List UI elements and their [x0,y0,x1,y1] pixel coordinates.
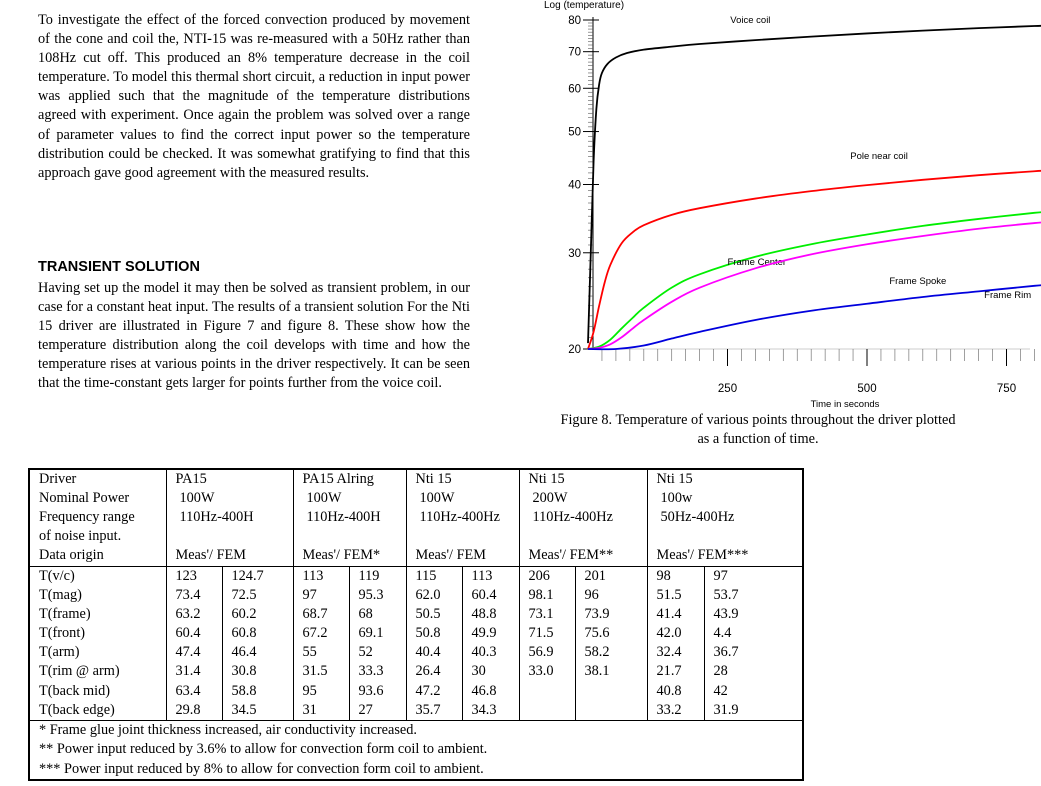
table-cell: 119 [349,566,406,586]
table-cell [575,701,647,721]
row-label: T(front) [39,625,86,642]
header-driver-1 [166,469,293,566]
table-cell: 52 [349,643,406,662]
table-cell: 113 [293,566,349,586]
header-data-origin: Meas'/ FEM** [528,547,614,564]
chart-axes [568,15,1034,395]
table-cell: 124.7 [222,566,293,586]
header-driver-2 [293,469,406,566]
table-cell: 73.9 [575,605,647,624]
transient-solution-heading: TRANSIENT SOLUTION [38,259,200,275]
header-power: 100W [306,490,342,507]
table-row [29,643,803,662]
table-cell: 32.4 [647,643,704,662]
table-cell: 47.2 [406,682,462,701]
table-cell: 97 [293,586,349,605]
table-cell: 46.8 [462,682,519,701]
table-cell: 95.3 [349,586,406,605]
x-tick-label: 750 [996,383,1017,395]
table-cell: 31.4 [166,662,222,681]
chart-y-axis-label: Log (temperature) [544,0,625,11]
transient-solution-paragraph: Having set up the model it may then be solved as transient problem, in our case for a constant heat input. The results of a transient solution For the Nti 15 driver are illustrated in Figure 7 and figure 8. These show how the temperature distribution along the coil develops with time and how the temperature rises at various points in the driver respectively. It can be seen that the time-constant gets larger for points further from the voice coil. [38,280,470,392]
header-driver: PA15 [175,471,207,487]
series-line-frame-center [588,212,1041,349]
table-cell: 75.6 [575,624,647,643]
table-cell: 50.8 [406,624,462,643]
table-row [29,586,803,605]
table-cell: 40.8 [647,682,704,701]
header-power: 100W [179,490,215,507]
table-header [29,469,803,566]
row-label: T(v/c) [29,566,166,586]
table-cell: 58.2 [575,643,647,662]
series-label-pole-near-coil: Pole near coil [850,151,908,163]
row-label: T(back mid) [39,682,111,699]
table-notes-row [29,720,803,780]
header-freq: 110Hz-400Hz [419,509,500,526]
table-footnote: ** Power input reduced by 3.6% to allow for convection form coil to ambient. [39,741,488,758]
table-cell: 34.5 [222,701,293,721]
table-footnote: *** Power input reduced by 8% to allow for convection form coil to ambient. [39,760,484,777]
table-header-row [29,469,803,566]
series-line-pole-near-coil [588,171,1041,349]
chart-x-axis-label: Time in seconds [810,399,880,410]
table-cell: 96 [575,586,647,605]
header-driver: Nti 15 [656,471,693,487]
table-cell: 40.3 [462,643,519,662]
row-label: T(arm) [39,644,80,661]
series-line-frame-spoke [588,222,1041,349]
chart-series [588,15,1041,349]
table-body [29,566,803,720]
table-cell: 4.4 [704,624,803,643]
figure-caption [533,411,983,449]
table-cell: 33.0 [519,662,575,681]
header-spacer [303,527,406,546]
table-cell: 27 [349,701,406,721]
table-row [29,701,803,721]
header-row-labels [29,469,166,566]
y-tick-label: 50 [568,126,581,139]
header-driver-4 [519,469,647,566]
table-cell: 26.4 [406,662,462,681]
figure-caption-line-2: as a function of time. [697,431,819,447]
table-cell: 62.0 [406,586,462,605]
table-row [29,624,803,643]
header-power: 100w [660,490,693,507]
series-label-frame-spoke: Frame Spoke [889,276,947,288]
y-tick-label: 30 [568,247,581,260]
table-cell: 34.3 [462,701,519,721]
header-data-origin: Meas'/ FEM [415,547,486,564]
table-cell: 33.2 [647,701,704,721]
table-cell [575,682,647,701]
header-data-origin: Meas'/ FEM*** [656,547,749,564]
header-spacer [416,527,519,546]
header-spacer [176,527,293,546]
table-cell: 98 [647,566,704,586]
header-row-label: Nominal Power [39,490,130,507]
table-cell: 47.4 [166,643,222,662]
header-driver: Nti 15 [528,471,565,487]
table-cell: 51.5 [647,586,704,605]
table-cell: 95 [293,682,349,701]
table-cell: 60.4 [166,624,222,643]
series-label-frame-center: Frame Center [727,256,787,268]
row-label: T(frame) [39,606,91,623]
table-cell: 201 [575,566,647,586]
header-power: 100W [419,490,455,507]
table-cell: 58.8 [222,682,293,701]
table-cell: 73.4 [166,586,222,605]
table-cell: 43.9 [704,605,803,624]
table-cell: 38.1 [575,662,647,681]
y-tick-label: 60 [568,83,581,96]
header-freq: 50Hz-400Hz [660,509,735,526]
table-cell: 123 [166,566,222,586]
table-row [29,605,803,624]
table-cell: 60.8 [222,624,293,643]
table-cell: 71.5 [519,624,575,643]
table-cell: 30 [462,662,519,681]
header-freq: 110Hz-400H [306,509,381,526]
table-cell: 73.1 [519,605,575,624]
table-cell: 36.7 [704,643,803,662]
y-tick-label: 40 [568,179,581,192]
table-cell: 63.2 [166,605,222,624]
header-row-label: Frequency range [39,509,135,526]
table-cell: 31 [293,701,349,721]
table-footnote: * Frame glue joint thickness increased, air conductivity increased. [39,721,417,738]
table-cell: 35.7 [406,701,462,721]
y-tick-label: 80 [568,15,581,27]
table-cell: 29.8 [166,701,222,721]
series-label-voice-coil: Voice coil [730,14,771,26]
header-power: 200W [532,490,568,507]
table-notes-cell [29,720,803,780]
header-driver: PA15 Alring [302,471,374,487]
y-tick-label: 20 [568,344,581,356]
table-cell: 41.4 [647,605,704,624]
table-cell [519,701,575,721]
table-cell: 93.6 [349,682,406,701]
table-cell: 60.2 [222,605,293,624]
header-driver-3 [406,469,519,566]
header-row-label: of noise input. [39,528,122,545]
table-cell: 46.4 [222,643,293,662]
row-label: T(back edge) [39,701,115,718]
table-cell: 48.8 [462,605,519,624]
series-label-frame-rim: Frame Rim [984,289,1032,301]
header-row-label: Data origin [39,547,104,564]
header-spacer [529,527,647,546]
row-label: T(rim @ arm) [39,663,120,680]
table-row [29,662,803,681]
header-driver: Nti 15 [415,471,452,487]
table-cell: 30.8 [222,662,293,681]
table-cell: 206 [519,566,575,586]
table-cell: 98.1 [519,586,575,605]
table-cell: 31.5 [293,662,349,681]
temperature-chart [530,0,1041,412]
table-cell: 97 [704,566,803,586]
table-row [29,682,803,701]
figure-caption-line-1: Figure 8. Temperature of various points throughout the driver plotted [560,412,956,428]
table-cell [519,682,575,701]
table-cell: 69.1 [349,624,406,643]
table-cell: 42 [704,682,803,701]
table-cell: 68 [349,605,406,624]
table-cell: 60.4 [462,586,519,605]
table-cell: 56.9 [519,643,575,662]
table-cell: 42.0 [647,624,704,643]
table-cell: 31.9 [704,701,803,721]
table-cell: 72.5 [222,586,293,605]
header-spacer [657,527,803,546]
table-notes [29,720,803,780]
table-cell: 113 [462,566,519,586]
table-cell: 21.7 [647,662,704,681]
header-data-origin: Meas'/ FEM [175,547,246,564]
table-cell: 28 [704,662,803,681]
header-data-origin: Meas'/ FEM* [302,547,381,564]
series-line-frame-rim [588,285,1041,349]
table-cell: 40.4 [406,643,462,662]
intro-paragraph: To investigate the effect of the forced convection produced by movement of the cone and coil the, NTI-15 was re-measured with a 50Hz rather than 108Hz cut off. This produced an 8% temperature decrease in the coil temperature. To model this thermal short circuit, a reduction in input power was applied such that the magnitude of the temperature distributions agreed with experiment. Once again the problem was solved over a range of parameter values to find the correct input power so the temperature distribution could be checked. It was somewhat gratifying to find that this approach gave good agreement with the measured results. [38,12,470,181]
table-cell: 115 [406,566,462,586]
table-cell: 50.5 [406,605,462,624]
header-freq: 110Hz-400Hz [532,509,613,526]
table-cell: 63.4 [166,682,222,701]
table-cell: 49.9 [462,624,519,643]
table-cell: 53.7 [704,586,803,605]
header-row-label: Driver [39,471,77,487]
table-cell: 67.2 [293,624,349,643]
x-tick-label: 250 [717,383,738,395]
table-cell: 33.3 [349,662,406,681]
series-line-voice-coil [588,26,1041,343]
header-freq: 110Hz-400H [179,509,254,526]
header-driver-5 [647,469,803,566]
table-row [29,566,803,586]
x-tick-label: 500 [857,383,877,395]
results-table [28,468,804,781]
y-tick-label: 70 [568,46,581,59]
row-label: T(mag) [39,586,82,603]
table-cell: 55 [293,643,349,662]
table-cell: 68.7 [293,605,349,624]
